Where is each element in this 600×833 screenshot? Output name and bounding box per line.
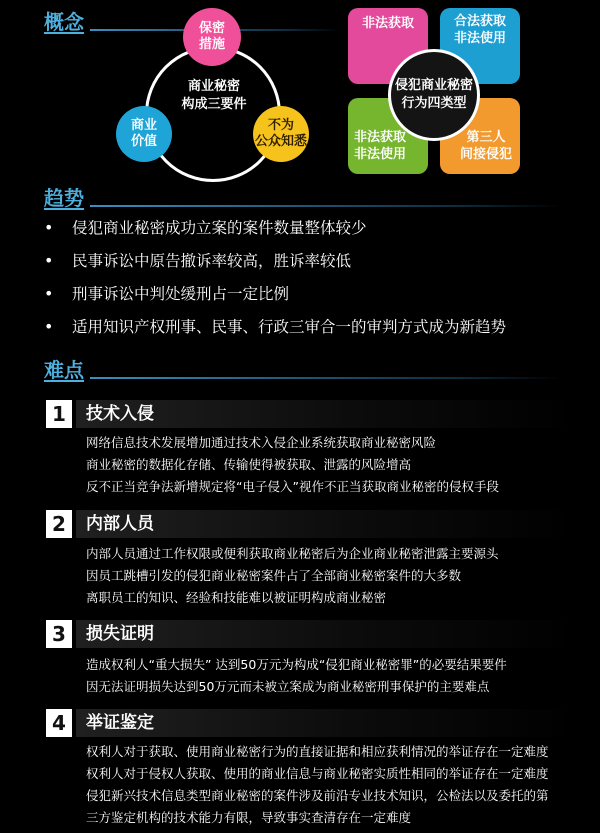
difficulty-details <box>86 654 596 698</box>
difficulty-details <box>86 543 596 609</box>
type-third-party-tile: 第三人 间接侵犯 <box>440 98 520 174</box>
detail-line: 权利人对于获取、使用商业秘密行为的直接证据和相应获利情况的举证存在一定难度 <box>86 744 549 759</box>
detail-line: 内部人员通过工作权限或便利获取商业秘密后为企业商业秘密泄露主要源头 <box>86 546 499 561</box>
difficulty-number: 1 <box>46 400 72 428</box>
detail-line: 商业秘密的数据化存储、传输使得被获取、泄露的风险增高 <box>86 457 412 472</box>
difficulty-title: 技术入侵 <box>76 400 576 428</box>
difficulty-title: 举证鉴定 <box>76 709 576 737</box>
four-types-center-circle: 侵犯商业秘密 行为四类型 <box>388 49 480 141</box>
section-title-concept: 概念 <box>44 10 84 34</box>
difficulty-title: 内部人员 <box>76 510 576 538</box>
type-illegal-acquire-tile: 非法获取 <box>348 8 428 84</box>
difficulty-details <box>86 741 596 829</box>
detail-line: 因员工跳槽引发的侵犯商业秘密案件占了全部商业秘密案件的大多数 <box>86 568 462 583</box>
section-divider <box>90 377 560 379</box>
element-confidentiality-circle: 保密 措施 <box>183 8 241 66</box>
section-divider <box>90 205 560 207</box>
detail-line: 因无法证明损失达到50万元而未被立案成为商业秘密刑事保护的主要难点 <box>86 679 490 694</box>
section-title-trend: 趋势 <box>44 186 84 210</box>
difficulty-details <box>86 432 596 498</box>
difficulty-header <box>40 620 580 650</box>
difficulty-number: 3 <box>46 620 72 648</box>
detail-line: 离职员工的知识、经验和技能难以被证明构成商业秘密 <box>86 590 387 605</box>
detail-line: 三方鉴定机构的技术能力有限，导致事实查清存在一定难度 <box>86 810 412 825</box>
trend-item: • 侵犯商业秘密成功立案的案件数量整体较少 <box>44 218 367 237</box>
detail-line: 网络信息技术发展增加通过技术入侵企业系统获取商业秘密风险 <box>86 435 437 450</box>
difficulty-header <box>40 709 580 739</box>
detail-line: 造成权利人“重大损失” 达到50万元为构成“侵犯商业秘密罪”的必要结果要件 <box>86 657 507 672</box>
difficulty-number: 2 <box>46 510 72 538</box>
three-elements-center-label: 商业秘密 构成三要件 <box>181 79 247 112</box>
difficulty-title: 损失证明 <box>76 620 576 648</box>
bullet-icon: • <box>44 284 54 303</box>
trend-item: • 刑事诉讼中判处缓刑占一定比例 <box>44 284 290 303</box>
trend-item: • 适用知识产权刑事、民事、行政三审合一的审判方式成为新趋势 <box>44 317 507 336</box>
bullet-icon: • <box>44 317 54 336</box>
trend-list <box>44 218 584 350</box>
section-title-difficulty: 难点 <box>44 358 84 382</box>
bullet-icon: • <box>44 251 54 270</box>
trend-item: • 民事诉讼中原告撤诉率较高，胜诉率较低 <box>44 251 352 270</box>
type-legal-acquire-illegal-use-tile: 合法获取 非法使用 <box>440 8 520 84</box>
difficulty-number: 4 <box>46 709 72 737</box>
detail-line: 反不正当竞争法新增规定将“电子侵入”视作不正当获取商业秘密的侵权手段 <box>86 479 499 494</box>
element-commercial-value-circle: 商业 价值 <box>116 106 172 162</box>
detail-line: 侵犯新兴技术信息类型商业秘密的案件涉及前沿专业技术知识，公检法以及委托的第 <box>86 788 549 803</box>
type-illegal-acquire-use-tile: 非法获取 非法使用 <box>348 98 428 174</box>
detail-line: 权利人对于侵权人获取、使用的商业信息与商业秘密实质性相同的举证存在一定难度 <box>86 766 549 781</box>
element-not-public-circle: 不为 公众知悉 <box>253 106 309 162</box>
difficulty-header <box>40 510 580 540</box>
difficulty-header <box>40 400 580 430</box>
bullet-icon: • <box>44 218 54 237</box>
